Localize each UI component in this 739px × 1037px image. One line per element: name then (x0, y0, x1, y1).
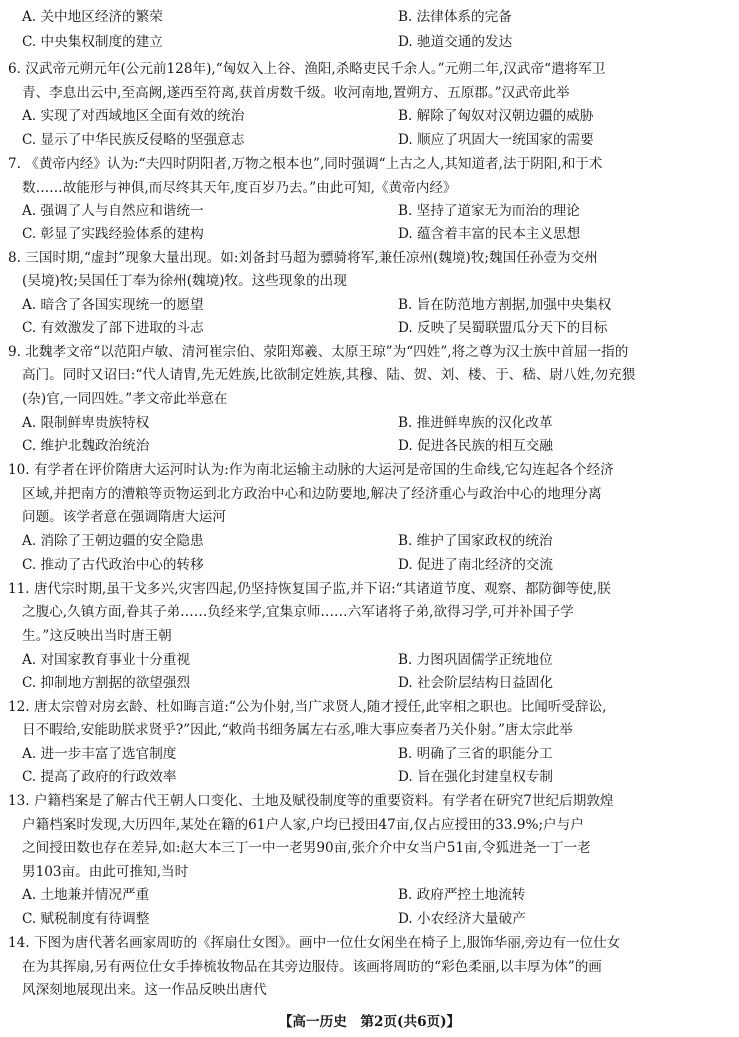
q14-stem-line2: 在为其挥扇,另有两位仕女手捧梳妆物品在其旁边服侍。该画将周昉的“彩色柔丽,以丰厚为体”的画 (22, 959, 602, 975)
q11-stem-line2: 之腹心,久镇方面,眷其子弟……负经来学,宜集京师……六军诸将子弟,欲得习学,可并补国子学 (22, 604, 574, 620)
q13-option-b: B. 政府严控土地流转 (398, 887, 526, 903)
q6-option-d: D. 顺应了巩固大一统国家的需要 (398, 132, 594, 148)
q7-option-c: C. 彰显了实践经验体系的建构 (22, 226, 204, 242)
q10-option-a: A. 消除了王朝边疆的安全隐患 (22, 533, 204, 549)
q13-stem-line2: 户籍档案时发现,大历四年,某处在籍的61户人家,户均已授田47亩,仅占应授田的33.9%;户与户 (22, 817, 584, 833)
q13-stem-line1: 13. 户籍档案是了解古代王朝人口变化、土地及赋役制度等的重要资料。有学者在研究7世纪后期敦煌 (8, 793, 614, 809)
q11-option-d: D. 社会阶层结构日益固化 (398, 675, 553, 691)
q13-stem-line3: 之间授田数也存在差异,如:赵大本三丁一中一老男90亩,张介介中女当户51亩,令狐进尧一丁一老 (22, 840, 591, 856)
q6-stem-line2: 青、李息出云中,至高阙,遂西至符离,获首虏数千级。收河南地,置朔方、五原郡。”汉武帝此举 (22, 85, 570, 101)
q11-stem-line3: 生。”这反映出当时唐王朝 (22, 628, 172, 644)
q10-option-b: B. 维护了国家政权的统治 (398, 533, 553, 549)
q7-stem-line2: 数……故能形与神俱,而尽终其天年,度百岁乃去。”由此可知,《黄帝内经》 (22, 180, 457, 196)
q10-option-d: D. 促进了南北经济的交流 (398, 557, 553, 573)
q12-stem-line2: 日不暇给,安能助朕求贤乎?”因此,“敕尚书细务属左右丞,唯大事应奏者乃关仆射。”唐太宗此举 (22, 722, 573, 738)
q8-stem-line1: 8. 三国时期,“虚封”现象大量出现。如:刘备封马超为骠骑将军,兼任凉州(魏境)牧;魏国任孙壹为交州 (8, 250, 598, 266)
q9-option-a: A. 限制鲜卑贵族特权 (22, 415, 150, 431)
q8-option-d: D. 反映了吴蜀联盟瓜分天下的目标 (398, 320, 608, 336)
q12-option-d: D. 旨在强化封建皇权专制 (398, 769, 553, 785)
q13-option-d: D. 小农经济大量破产 (398, 911, 526, 927)
q9-option-c: C. 维护北魏政治统治 (22, 438, 150, 454)
q11-option-c: C. 抑制地方割据的欲望强烈 (22, 675, 191, 691)
q9-stem-line2: 高门。同时又诏曰:“代人请胄,先无姓族,比欲制定姓族,其穆、陆、贺、刘、楼、于、嵇、尉八姓,勿充猥 (22, 367, 636, 383)
q13-option-c: C. 赋税制度有待调整 (22, 911, 150, 927)
q14-stem-line3: 风深刻地展现出来。这一作品反映出唐代 (22, 982, 267, 998)
q12-option-c: C. 提高了政府的行政效率 (22, 769, 177, 785)
q10-stem-line1: 10. 有学者在评价隋唐大运河时认为:作为南北运输主动脉的大运河是帝国的生命线,它勾连起各个经济 (8, 462, 614, 478)
q11-option-b: B. 力图巩固儒学正统地位 (398, 652, 553, 668)
q10-stem-line2: 区域,并把南方的漕粮等贡物运到北方政治中心和边防要地,解决了经济重心与政治中心的地理分离 (22, 486, 602, 502)
q5-option-b: B. 法律体系的完备 (398, 9, 512, 25)
q9-option-d: D. 促进各民族的相互交融 (398, 438, 553, 454)
q13-stem-line4: 男103亩。由此可推知,当时 (22, 864, 189, 880)
q7-option-a: A. 强调了人与自然应和谐统一 (22, 203, 204, 219)
q9-stem-line1: 9. 北魏孝文帝“以范阳卢敏、清河崔宗伯、荥阳郑羲、太原王琼”为“四姓”,将之尊为汉士族中首屈一指的 (8, 344, 629, 360)
q8-stem-line2: (吴境)牧;吴国任丁奉为徐州(魏境)牧。这些现象的出现 (22, 273, 347, 289)
q6-option-b: B. 解除了匈奴对汉朝边疆的威胁 (398, 108, 594, 124)
q9-option-b: B. 推进鲜卑族的汉化改革 (398, 415, 553, 431)
q11-option-a: A. 对国家教育事业十分重视 (22, 652, 190, 668)
q12-stem-line1: 12. 唐太宗曾对房玄龄、杜如晦言道:“公为仆射,当广求贤人,随才授任,此宰相之职也。比闻听受辞讼, (8, 699, 607, 715)
q9-stem-line3: (杂)官,一同四姓。”孝文帝此举意在 (22, 391, 228, 407)
q10-stem-line3: 问题。该学者意在强调隋唐大运河 (22, 509, 226, 525)
q5-option-d: D. 驰道交通的发达 (398, 34, 513, 50)
q12-option-a: A. 进一步丰富了选官制度 (22, 746, 177, 762)
q12-option-b: B. 明确了三省的职能分工 (398, 746, 553, 762)
q8-option-c: C. 有效激发了部下进取的斗志 (22, 320, 204, 336)
q5-option-c: C. 中央集权制度的建立 (22, 34, 163, 50)
page-footer: 【高一历史 第2页(共6页)】 (278, 1014, 461, 1030)
q7-stem-line1: 7. 《黄帝内经》认为:“夫四时阴阳者,万物之根本也”,同时强调“上古之人,其知道者,法于阴阳,和于术 (8, 156, 603, 172)
q5-option-a: A. 关中地区经济的繁荣 (22, 9, 163, 25)
q11-stem-line1: 11. 唐代宗时期,虽干戈多兴,灾害四起,仍坚持恢复国子监,并下诏:“其诸道节度、观察、都防御等使,朕 (8, 581, 611, 597)
q8-option-b: B. 旨在防范地方割据,加强中央集权 (398, 297, 612, 313)
q8-option-a: A. 暗含了各国实现统一的愿望 (22, 297, 204, 313)
q6-option-c: C. 显示了中华民族反侵略的坚强意志 (22, 132, 245, 148)
q13-option-a: A. 土地兼并情况严重 (22, 887, 150, 903)
q14-stem-line1: 14. 下图为唐代著名画家周昉的《挥扇仕女图》。画中一位仕女闲坐在椅子上,服饰华丽,旁边有一位仕女 (8, 935, 621, 951)
q10-option-c: C. 推动了古代政治中心的转移 (22, 557, 204, 573)
q7-option-d: D. 蕴含着丰富的民本主义思想 (398, 226, 581, 242)
q7-option-b: B. 坚持了道家无为而治的理论 (398, 203, 580, 219)
q6-option-a: A. 实现了对西域地区全面有效的统治 (22, 108, 245, 124)
q6-stem-line1: 6. 汉武帝元朔元年(公元前128年),“匈奴入上谷、渔阳,杀略吏民千余人。”元朔二年,汉武帝“遣将军卫 (8, 61, 606, 77)
